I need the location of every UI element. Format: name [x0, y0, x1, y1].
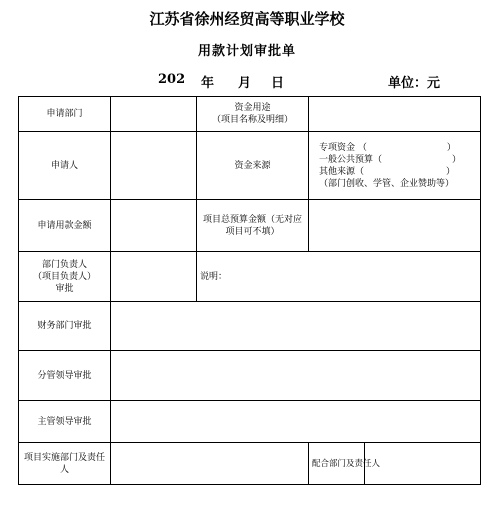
finance-sign-cell[interactable] — [111, 302, 481, 351]
total-budget-value-cell[interactable] — [309, 200, 481, 252]
dept-value-cell[interactable] — [111, 97, 197, 132]
chief-sign-cell[interactable] — [111, 401, 481, 443]
date-line — [0, 72, 494, 90]
impl-label: 项目实施部门及责任人 — [19, 443, 111, 485]
row-amount — [19, 200, 481, 252]
approval-form-table — [18, 96, 481, 485]
row-applicant — [19, 132, 481, 200]
school-name: 江苏省徐州经贸高等职业学校 — [149, 10, 345, 28]
purpose-value-cell[interactable] — [309, 97, 481, 132]
fund-general: 一般公共预算（ ） — [319, 154, 462, 165]
fund-source-label: 资金来源 — [197, 132, 309, 200]
row-chief — [19, 401, 481, 443]
coop-value-cell[interactable] — [365, 443, 481, 485]
day-unit: 日 — [271, 76, 285, 91]
purpose-label: 资金用途 （项目名称及明细） — [197, 97, 309, 132]
remark-cell[interactable] — [197, 252, 481, 302]
leader-sign-cell[interactable] — [111, 351, 481, 401]
dept-label: 申请部门 — [19, 97, 111, 132]
finance-label: 财务部门审批 — [19, 302, 111, 351]
remark-label: 说明： — [200, 271, 228, 282]
dept-head-sign-cell[interactable] — [111, 252, 197, 302]
row-dept — [19, 97, 481, 132]
form-title: 用款计划审批单 — [197, 44, 296, 59]
row-dept-head — [19, 252, 481, 302]
amount-value-cell[interactable] — [111, 200, 197, 252]
year-value: 202 — [158, 72, 186, 87]
dept-head-label: 部门负责人 （项目负责人） 审批 — [19, 252, 111, 302]
fund-other-note: （部门创收、学管、企业赞助等） — [319, 178, 455, 189]
chief-label: 主管领导审批 — [19, 401, 111, 443]
year-unit: 年 — [201, 76, 215, 91]
leader-label: 分管领导审批 — [19, 351, 111, 401]
row-leader — [19, 351, 481, 401]
row-impl — [19, 443, 481, 485]
fund-source-options — [309, 132, 481, 200]
total-budget-label: 项目总预算金额（无对应项目可不填） — [197, 200, 309, 252]
unit-label: 单位：元 — [388, 76, 441, 91]
row-finance — [19, 302, 481, 351]
applicant-label: 申请人 — [19, 132, 111, 200]
amount-label: 申请用款金额 — [19, 200, 111, 252]
fund-other: 其他来源（ ） — [319, 166, 456, 177]
coop-label: 配合部门及责任人 — [309, 443, 365, 485]
impl-value-cell[interactable] — [111, 443, 309, 485]
fund-special: 专项资金 （ ） — [319, 142, 456, 153]
month-unit: 月 — [238, 76, 252, 91]
applicant-value-cell[interactable] — [111, 132, 197, 200]
